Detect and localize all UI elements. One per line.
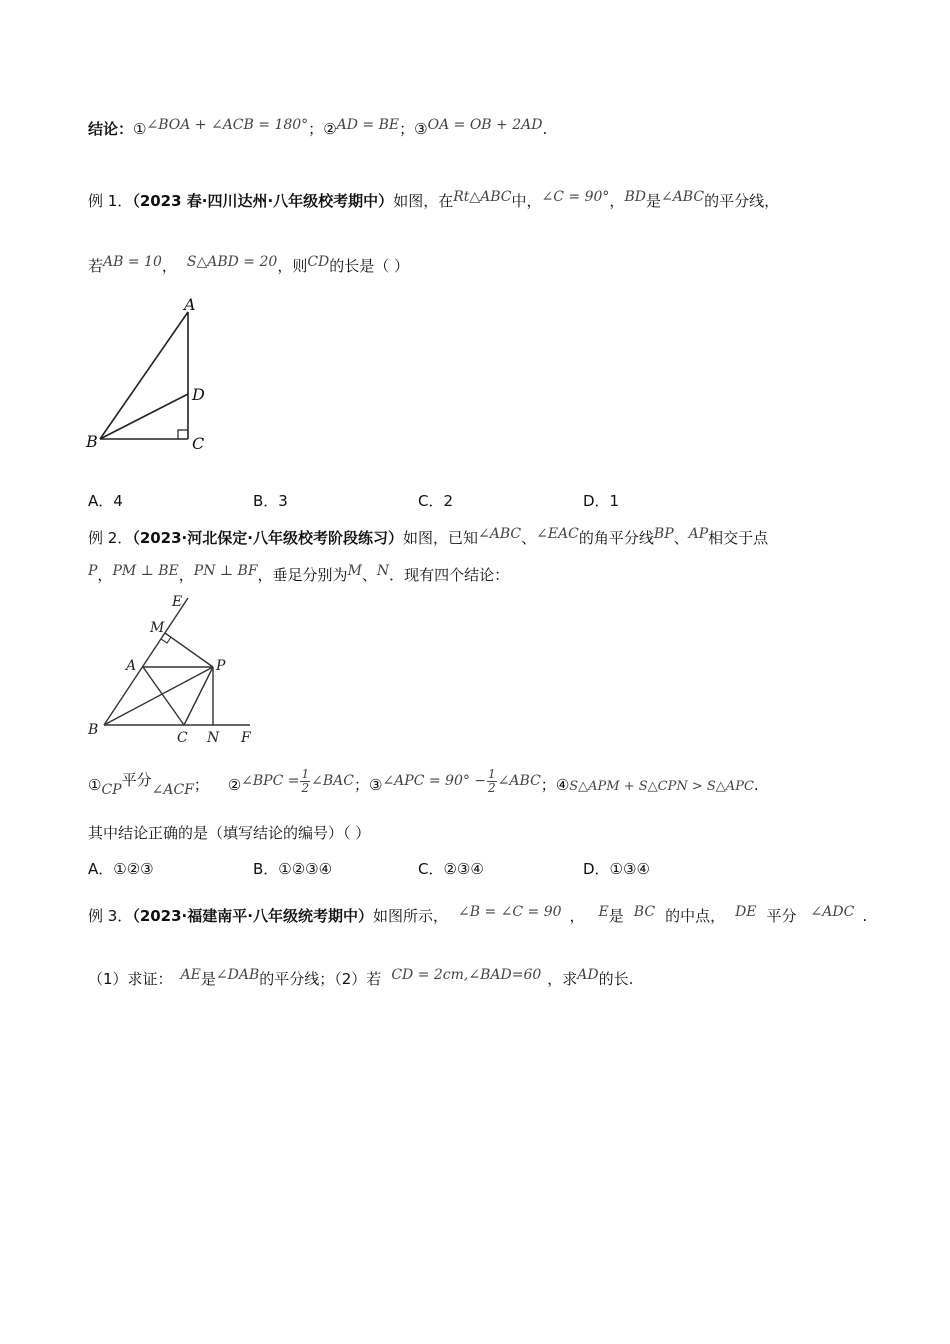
ex1-label: 例 1． xyxy=(88,192,133,210)
ex1-line-1: 例 1．（2023 春·四川达州·八年级校考期中）如图，在Rt△ABC中，∠C = 90°，BD是∠ABC的平分线， xyxy=(88,189,780,210)
segment-pm xyxy=(165,633,213,667)
conclusion-label: 结论： xyxy=(88,120,134,138)
label-p: P xyxy=(216,658,226,674)
ex2-line-2: P，PM ⊥ BE，PN ⊥ BF，垂足分别为M、N．现有四个结论： xyxy=(88,563,510,584)
ex3-label: 例 3． xyxy=(88,907,133,925)
segment-bd xyxy=(100,394,188,439)
conclusion-line: 结论：①∠BOA + ∠ACB = 180°；②AD = BE；③OA = OB + 2AD. xyxy=(88,117,548,138)
label-b: B xyxy=(86,432,98,451)
ex2-option-c[interactable]: C．②③④ xyxy=(418,860,484,878)
ex1-option-c[interactable]: C．2 xyxy=(418,492,454,510)
ex2-option-a[interactable]: A．①②③ xyxy=(88,860,154,878)
ray-be xyxy=(104,598,188,725)
label-a: A xyxy=(184,295,196,314)
ex3-line-1: 例 3．（2023·福建南平·八年级统考期中）如图所示， ∠B = ∠C = 90 ， E是 BC 的中点， DE 平分 ∠ADC . xyxy=(88,904,868,925)
segment-ac xyxy=(143,667,184,725)
ex1-option-b[interactable]: B．3 xyxy=(253,492,288,510)
label-m: M xyxy=(150,620,165,636)
ex2-figure xyxy=(80,590,270,750)
ex1-source: （2023 春·四川达州·八年级校考期中） xyxy=(132,192,394,210)
ex3-source: （2023·福建南平·八年级统考期中） xyxy=(132,907,373,925)
conclusion-2: AD = BE xyxy=(336,117,400,133)
ex2-question: 其中结论正确的是（填写结论的编号）（ ） xyxy=(88,824,371,842)
ex1-line-2: 若AB = 10， S△ABD = 20，则CD的长是（ ） xyxy=(88,254,410,275)
segment-cp xyxy=(184,667,213,725)
ex3-line-2: （1）求证： AE是∠DAB的平分线；（2）若 CD = 2cm,∠BAD=60 ，求AD的长. xyxy=(88,967,634,988)
right-angle-mark-m xyxy=(161,637,171,643)
label-e: E xyxy=(172,594,183,610)
ex2-option-b[interactable]: B．①②③④ xyxy=(253,860,333,878)
label-a: A xyxy=(126,658,137,674)
ex1-option-a[interactable]: A．4 xyxy=(88,492,123,510)
label-n: N xyxy=(207,730,220,746)
ex1-option-d[interactable]: D．1 xyxy=(583,492,620,510)
conclusion-3: OA = OB + 2AD xyxy=(427,117,543,133)
ex2-source: （2023·河北保定·八年级校考阶段练习） xyxy=(132,529,403,547)
ex2-statements: ①CP平分∠ACF； ②∠BPC = $\frac{1}{2}$ ∠BAC；③∠APC = 90° − $\frac{1}{2}$ ∠ABC；④S△APM + S△CPN > S△APC. xyxy=(88,767,759,798)
label-d: D xyxy=(192,385,205,404)
label-c: C xyxy=(177,730,188,746)
label-b: B xyxy=(88,722,99,738)
label-c: C xyxy=(192,434,205,453)
ex2-label: 例 2． xyxy=(88,529,133,547)
ex2-option-d[interactable]: D．①③④ xyxy=(583,860,650,878)
ex2-line-1: 例 2．（2023·河北保定·八年级校考阶段练习）如图，已知∠ABC、∠EAC的角平分线BP、AP相交于点 xyxy=(88,526,769,547)
segment-bp xyxy=(104,667,213,725)
conclusion-1: ∠BOA + ∠ACB = 180° xyxy=(146,117,309,133)
right-angle-mark xyxy=(178,430,188,439)
label-f: F xyxy=(241,730,251,746)
side-ab xyxy=(100,312,188,439)
ex1-figure xyxy=(80,292,220,462)
